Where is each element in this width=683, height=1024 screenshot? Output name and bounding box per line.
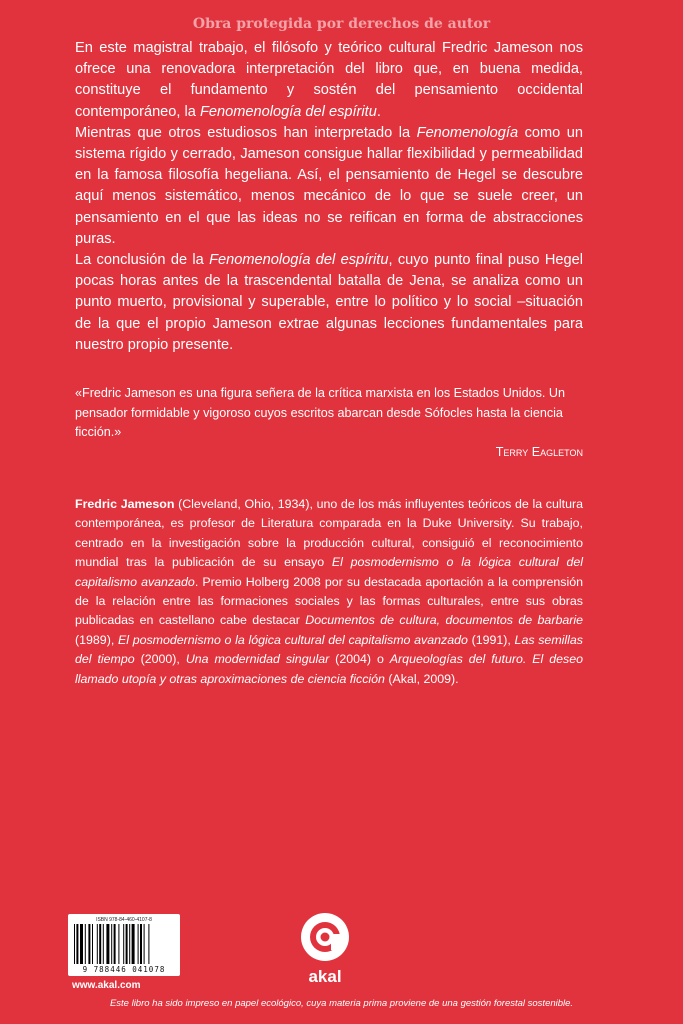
text-span: En este magistral trabajo, el filósofo y teórico cultural Fredric Jameson nos ofrece una renovadora interpretación del libro que, en buena medida, constituye el fundamento y sostén del pensamiento occidental contemporáneo, la [75, 40, 583, 120]
text-span: como un sistema rígido y cerrado, Jameson consigue hallar flexibilidad y permeabilidad en la famosa filosofía hegeliana. Así, el pensamiento de Hegel se descubre aquí menos sistemático, menos mecánico de lo que se suele creer, un pensamiento en el que las ideas no se reifican en forma de abstracciones puras. [75, 124, 584, 247]
copyright-watermark: Obra protegida por derechos de autor [192, 16, 491, 32]
quote-author: Terry Eagleton [495, 444, 583, 459]
work-title: Las semillas del tiempo [75, 632, 583, 667]
text-span: La conclusión de la [75, 252, 210, 269]
barcode-number: 9 788446 041078 [82, 965, 166, 974]
text-span: (2004) o [329, 652, 390, 667]
author-name: Fredric Jameson [75, 497, 175, 511]
text-span: . Premio Holberg 2008 por su destacada aportación a la comprensión de la relación entre las formaciones sociales y las formas culturales, entre sus obras publicadas en castellano cabe destacar [75, 574, 583, 628]
text-span: (Akal, 2009). [384, 671, 459, 686]
barcode-bars-icon [74, 924, 174, 964]
book-title: Fenomenología del espíritu [209, 252, 389, 269]
synopsis-paragraph-2 [75, 123, 583, 250]
text-span: (Cleveland, Ohio, 1934), uno de los más influyentes teóricos de la cultura contemporánea, es profesor de Literatura comparada en la Duke University. Su trabajo, centrado en la investigación sobre la producción cultural, consiguió el reconocimiento mundial tras la publicación de su ensayo [75, 497, 583, 570]
text-span: (2000), [134, 652, 186, 667]
text-span: . [376, 103, 381, 120]
text-span: (1989), [75, 632, 118, 647]
author-bio-paragraph [75, 495, 583, 689]
synopsis [75, 38, 583, 356]
synopsis-paragraph-1 [75, 38, 583, 123]
text-span: Mientras que otros estudiosos han interpretado la [75, 124, 417, 141]
barcode [68, 914, 180, 976]
synopsis-paragraph-3 [75, 250, 583, 356]
author-bio [75, 495, 583, 689]
work-title: El posmodernismo o la lógica cultural del capitalismo avanzado [117, 632, 468, 647]
work-title: Arqueologías del futuro. El deseo llamado utopía y otras aproximaciones de ciencia ficción [75, 652, 583, 686]
text-span: (1991), [467, 632, 515, 647]
blurb-quote [75, 384, 583, 462]
logo-wordmark: akal [308, 967, 342, 986]
eco-paper-note: Este libro ha sido impreso en papel ecológico, cuya materia prima proviene de una gestión forestal sostenible. [109, 998, 574, 1009]
work-title: Una modernidad singular [185, 652, 330, 667]
text-span: , cuyo punto final puso Hegel pocas horas antes de la trascendental batalla de Jena, se analiza como un punto muerto, provisional y superable, entre lo político y lo social –situación de la que el propio Jameson extrae algunas lecciones fundamentales para nuestro propio presente. [75, 252, 583, 353]
work-title: Documentos de cultura, documentos de barbarie [305, 613, 583, 628]
akal-logo-icon [295, 910, 355, 990]
quote-text: «Fredric Jameson es una figura señera de la crítica marxista en los Estados Unidos. Un pensador formidable y vigoroso cuyos escritos abarcan desde Sófocles hasta la ciencia ficción.» [75, 386, 565, 439]
isbn-label: ISBN 978-84-460-4107-8 [96, 917, 152, 923]
work-title: El posmodernismo o la lógica cultural del capitalismo avanzado [75, 555, 583, 589]
book-title: Fenomenología del espíritu [199, 103, 377, 120]
book-title: Fenomenología [416, 124, 519, 141]
publisher-website: www.akal.com [72, 980, 141, 991]
